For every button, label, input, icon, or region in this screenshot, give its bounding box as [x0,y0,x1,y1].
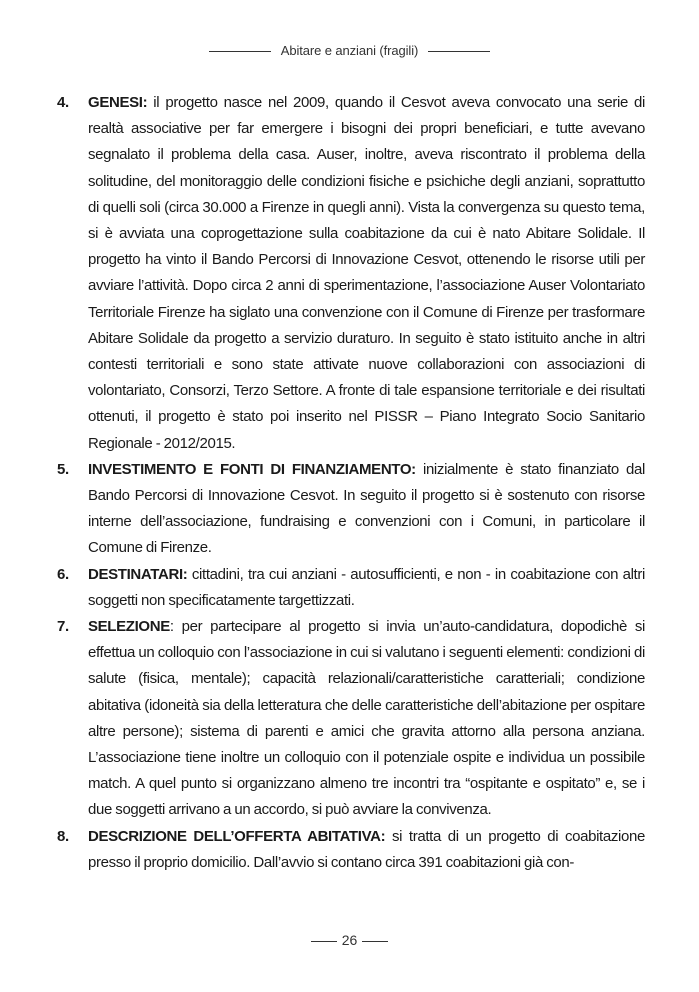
running-head-title: Abitare e anziani (fragili) [280,43,419,58]
item-number: 6. [57,565,69,583]
footer-rule-right [362,941,388,942]
item-number: 5. [57,460,69,478]
item-text: cittadini, tra cui anziani - autosufficienti, e non - in coabitazione con altri soggetti non specificatamente targettizzati. [88,565,645,609]
item-number: 8. [57,827,69,845]
list-item-selezione [57,614,645,824]
list-item-destinatari [57,562,645,614]
item-heading: SELEZIONE [88,618,170,636]
item-text: : per partecipare al progetto si invia un’auto-candidatura, dopodichè si effettua un colloquio con l’associazione in cui si valutano i seguenti elementi: condizioni di salute (fisica, mentale); capacità relazionali/caratteristiche caratteriali; condizione abitativa (idoneità sia della letteratura che delle caratteristiche dell’abitazione per ospitare altre persone); sistema di parenti e amici che gravita attorno alla persona anziana. L’associazione tiene inoltre un colloquio con il potenziale ospite e individua un possibile match. A quel punto si organizzano almeno tre incontri tra “ospitante e ospitato” e, se i due soggetti arrivano a un accordo, si può avviare la convivenza. [88,618,645,819]
list-item-investimento [57,457,645,562]
page-footer [0,932,699,948]
item-heading: DESCRIZIONE DELL’OFFERTA ABITATIVA: [88,827,386,845]
item-number: 4. [57,94,69,111]
item-heading: DESTINATARI: [88,565,188,583]
header-rule-left [209,51,271,52]
item-text: si tratta di un progetto di coabitazione presso il proprio domicilio. Dall’avvio si contano circa 391 coabitazioni già con- [88,827,645,871]
item-text: il progetto nasce nel 2009, quando il Cesvot aveva convocato una serie di realtà associative per far emergere i bisogni dei propri beneficiari, e tutte avevano segnalato il problema della casa. Auser, inoltre, aveva riscontrato il problema della solitudine, del monitoraggio delle condizioni fisiche e psichiche degli anziani, soprattutto di quelli soli (circa 30.000 a Firenze in quegli anni). Vista la convergenza su questo tema, si è avviata una coprogettazione sulla coabitazione da cui è nato Abitare Solidale. Il progetto ha vinto il Bando Percorsi di Innovazione Cesvot, ottenendo le risorse utili per avviare l’attività. Dopo circa 2 anni di sperimentazione, l’associazione Auser Volontariato Territoriale Firenze ha siglato una convenzione con il Comune di Firenze per trasformare Abitare Solidale da progetto a servizio duraturo. In seguito è stato istituito anche in altri contesti territoriali e sono state attivate nuove collaborazioni con associazioni di volontariato, Consorzi, Terzo Settore. A fronte di tale espansione territoriale e dei risultati ottenuti, il progetto è stato poi inserito nel PISSR – Piano Integrato Socio Sanitario Regionale - 2012/2015. [88,94,645,452]
numbered-list [57,90,645,876]
page-number: 26 [341,932,358,948]
header-rule-right [428,51,490,52]
list-item-genesi [57,90,645,457]
item-text: inizialmente è stato finanziato dal Bando Percorsi di Innovazione Cesvot. In seguito il progetto si è sostenuto con risorse interne dell’associazione, fundraising e convenzioni con i Comuni, in particolare il Comune di Firenze. [88,460,645,557]
item-heading: INVESTIMENTO E FONTI DI FINANZIAMENTO: [88,460,416,478]
footer-rule-left [311,941,337,942]
item-number: 7. [57,618,69,636]
item-heading: GENESI: [88,94,148,111]
running-head [0,43,699,58]
list-item-descrizione [57,824,645,876]
